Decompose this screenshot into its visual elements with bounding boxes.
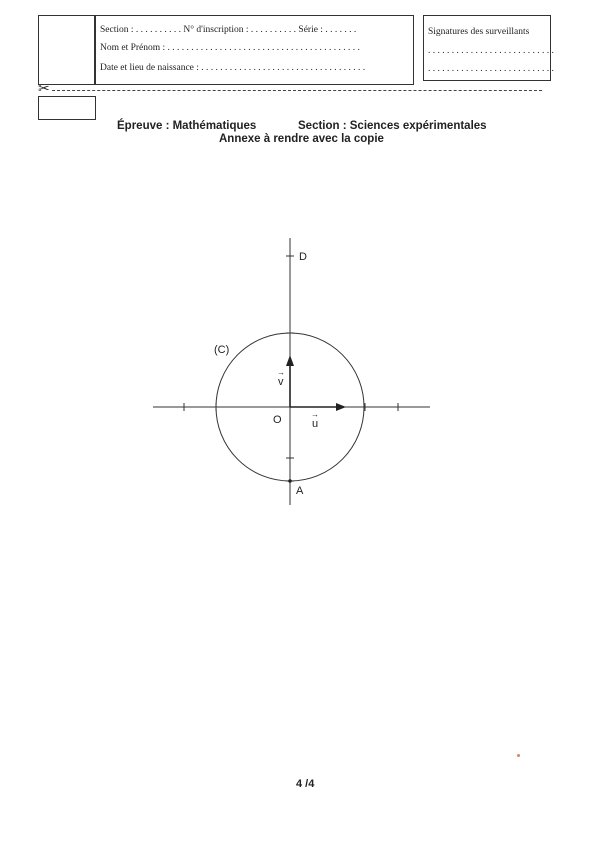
annex-instruction: Annexe à rendre avec la copie [219,133,384,145]
vector-u-arrowhead [336,403,346,411]
birth-field: Date et lieu de naissance : . . . . . . . . . . . . . . . . . . . . . . . . . . . . . . . . . . . [100,63,366,73]
label-v-arrow: → [277,368,285,377]
label-u-arrow: → [311,410,319,419]
signatures-title: Signatures des surveillants [428,27,530,37]
vector-v-arrowhead [286,355,294,366]
name-field: Nom et Prénom : . . . . . . . . . . . . . . . . . . . . . . . . . . . . . . . . . . . . . . . . . [100,43,360,53]
label-A: A [296,485,304,497]
scissors-icon: ✂ [38,81,50,97]
label-D: D [299,251,307,263]
stray-mark [517,754,520,757]
label-u: u [312,418,319,430]
exam-section: Section : Sciences expérimentales [298,120,487,132]
signature-line-1: . . . . . . . . . . . . . . . . . . . . . . . . . . . [428,46,554,56]
signature-line-2: . . . . . . . . . . . . . . . . . . . . . . . . . . . [428,64,554,74]
section-inscription-serie-field: Section : . . . . . . . . . . N° d'inscription : . . . . . . . . . . Série : . . . . . . . [100,25,357,35]
label-v: v [278,376,284,388]
label-C: (C) [214,344,230,356]
exam-subject: Épreuve : Mathématiques [117,120,257,132]
page-number: 4 /4 [296,778,315,790]
point-A [288,479,292,483]
label-O: O [273,414,282,426]
